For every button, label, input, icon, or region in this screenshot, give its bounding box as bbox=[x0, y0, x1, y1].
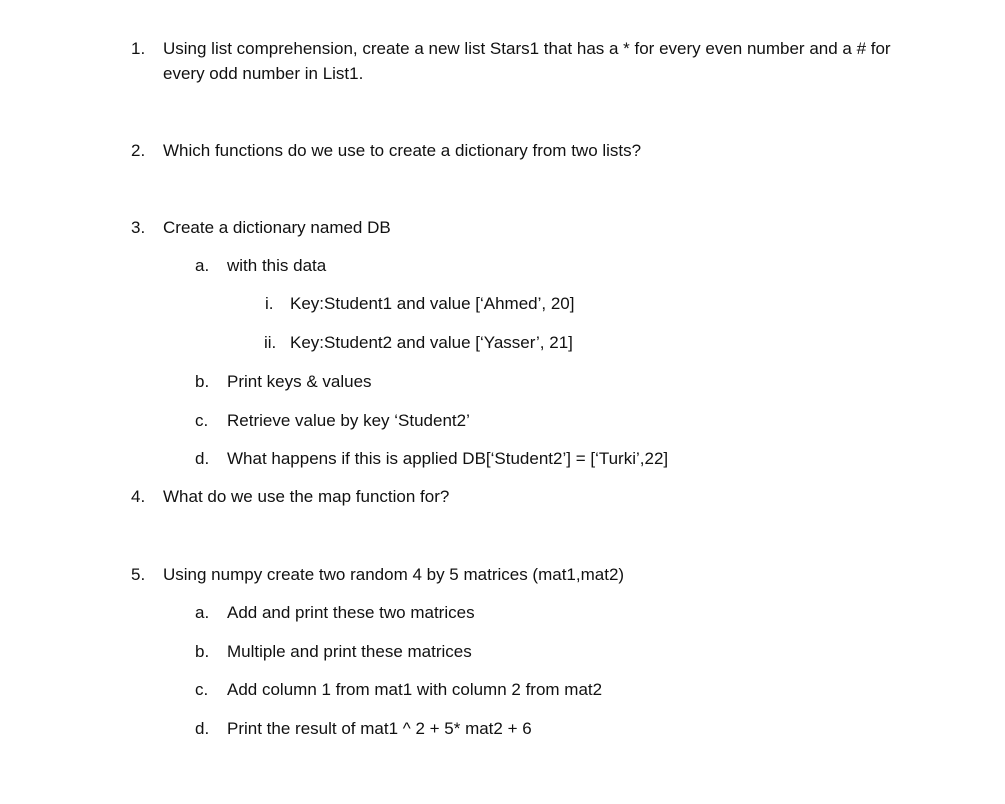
question-text: Create a dictionary named DB bbox=[163, 218, 391, 237]
sub-item-marker: d. bbox=[195, 719, 210, 738]
question-number: 2. bbox=[131, 141, 146, 160]
question-text: What do we use the map function for? bbox=[163, 487, 450, 506]
sub-item-text: Add and print these two matrices bbox=[227, 603, 475, 622]
question-text-continued: every odd number in List1. bbox=[163, 64, 364, 83]
sub-item-marker: b. bbox=[195, 372, 210, 391]
subsub-item-marker: ii. bbox=[264, 333, 277, 352]
sub-item-text: Print the result of mat1 ^ 2 + 5* mat2 + 6 bbox=[227, 719, 532, 738]
question-number: 4. bbox=[131, 487, 146, 506]
question-number: 3. bbox=[131, 218, 146, 237]
sub-item-marker: a. bbox=[195, 603, 210, 622]
sub-item-text: Multiple and print these matrices bbox=[227, 642, 472, 661]
sub-item-marker: c. bbox=[195, 411, 209, 430]
sub-item-text: with this data bbox=[227, 256, 327, 275]
question-text: Which functions do we use to create a dictionary from two lists? bbox=[163, 141, 642, 160]
sub-item-marker: b. bbox=[195, 642, 210, 661]
question-number: 1. bbox=[131, 39, 146, 58]
subsub-item-marker: i. bbox=[265, 294, 274, 313]
sub-item-marker: c. bbox=[195, 680, 209, 699]
question-text: Using numpy create two random 4 by 5 matrices (mat1,mat2) bbox=[163, 565, 625, 584]
sub-item-text: Retrieve value by key ‘Student2’ bbox=[227, 411, 470, 430]
sub-item-marker: d. bbox=[195, 449, 210, 468]
subsub-item-text: Key:Student2 and value [‘Yasser’, 21] bbox=[290, 333, 573, 352]
question-text: Using list comprehension, create a new list Stars1 that has a * for every even number and a # for bbox=[163, 39, 891, 58]
question-number: 5. bbox=[131, 565, 146, 584]
sub-item-marker: a. bbox=[195, 256, 210, 275]
sub-item-text: Print keys & values bbox=[227, 372, 372, 391]
subsub-item-text: Key:Student1 and value [‘Ahmed’, 20] bbox=[290, 294, 575, 313]
sub-item-text: Add column 1 from mat1 with column 2 from mat2 bbox=[227, 680, 603, 699]
sub-item-text: What happens if this is applied DB[‘Student2’] = [‘Turki’,22] bbox=[227, 449, 669, 468]
